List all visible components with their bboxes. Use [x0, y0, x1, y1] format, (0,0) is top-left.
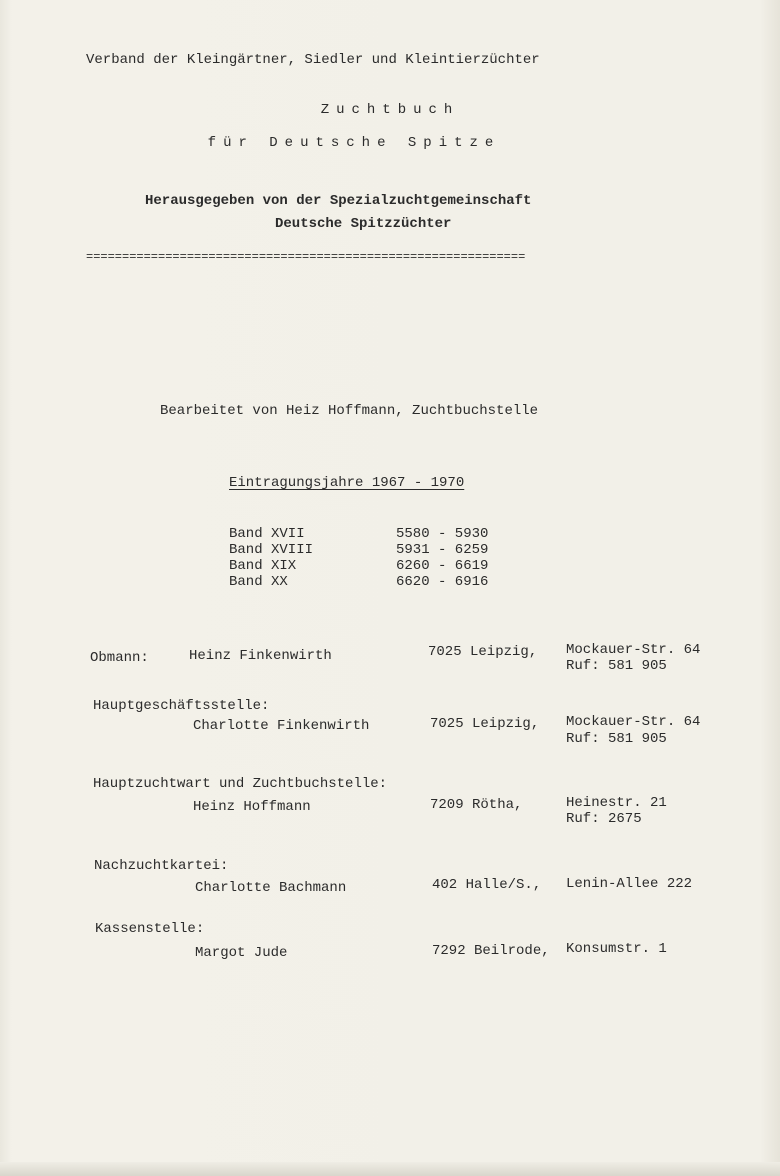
hauptgeschaeftsstelle-street: Mockauer-Str. 64 [566, 714, 701, 730]
hauptgeschaeftsstelle-city: 7025 Leipzig, [430, 716, 540, 732]
band-name: Band XX [229, 574, 288, 590]
registration-heading: Eintragungsjahre 1967 - 1970 [229, 475, 465, 491]
editor-line: Bearbeitet von Heiz Hoffmann, Zuchtbuchstelle [160, 403, 539, 419]
page-bottom-edge [0, 1162, 780, 1176]
kassenstelle-label: Kassenstelle: [95, 921, 205, 937]
nachzuchtkartei-name: Charlotte Bachmann [195, 880, 347, 896]
band-row [0, 542, 780, 558]
band-range: 6260 - 6619 [396, 558, 489, 574]
obmann-street: Mockauer-Str. 64 [566, 642, 701, 658]
band-range: 5580 - 5930 [396, 526, 489, 542]
obmann-city: 7025 Leipzig, [428, 644, 538, 660]
nachzuchtkartei-label: Nachzuchtkartei: [94, 858, 229, 874]
band-row [0, 558, 780, 574]
hauptzuchtwart-label: Hauptzuchtwart und Zuchtbuchstelle: [93, 776, 388, 792]
publisher-line-1: Herausgegeben von der Spezialzuchtgemeinschaft [145, 193, 532, 209]
kassenstelle-city: 7292 Beilrode, [432, 943, 550, 959]
hauptgeschaeftsstelle-label: Hauptgeschäftsstelle: [93, 698, 270, 714]
title-line-2: für Deutsche Spitze [207, 135, 501, 151]
band-range: 6620 - 6916 [396, 574, 489, 590]
band-row [0, 574, 780, 590]
band-row [0, 526, 780, 542]
hauptgeschaeftsstelle-phone: Ruf: 581 905 [566, 731, 667, 747]
obmann-label: Obmann: [90, 650, 149, 666]
band-name: Band XVII [229, 526, 305, 542]
hauptzuchtwart-name: Heinz Hoffmann [193, 799, 311, 815]
nachzuchtkartei-city: 402 Halle/S., [432, 877, 542, 893]
hauptzuchtwart-city: 7209 Rötha, [430, 797, 523, 813]
band-name: Band XVIII [229, 542, 314, 558]
nachzuchtkartei-street: Lenin-Allee 222 [566, 876, 693, 892]
hauptzuchtwart-phone: Ruf: 2675 [566, 811, 642, 827]
obmann-name: Heinz Finkenwirth [189, 648, 332, 664]
separator-line: ============================================================= [86, 250, 526, 264]
band-range: 5931 - 6259 [396, 542, 489, 558]
band-name: Band XIX [229, 558, 297, 574]
association-name: Verband der Kleingärtner, Siedler und Kleintierzüchter [86, 52, 540, 68]
publisher-line-2: Deutsche Spitzzüchter [275, 216, 452, 232]
hauptgeschaeftsstelle-name: Charlotte Finkenwirth [193, 718, 370, 734]
kassenstelle-name: Margot Jude [195, 945, 288, 961]
kassenstelle-street: Konsumstr. 1 [566, 941, 667, 957]
obmann-phone: Ruf: 581 905 [566, 658, 667, 674]
hauptzuchtwart-street: Heinestr. 21 [566, 795, 667, 811]
title-line-1: Zuchtbuch [320, 102, 460, 118]
